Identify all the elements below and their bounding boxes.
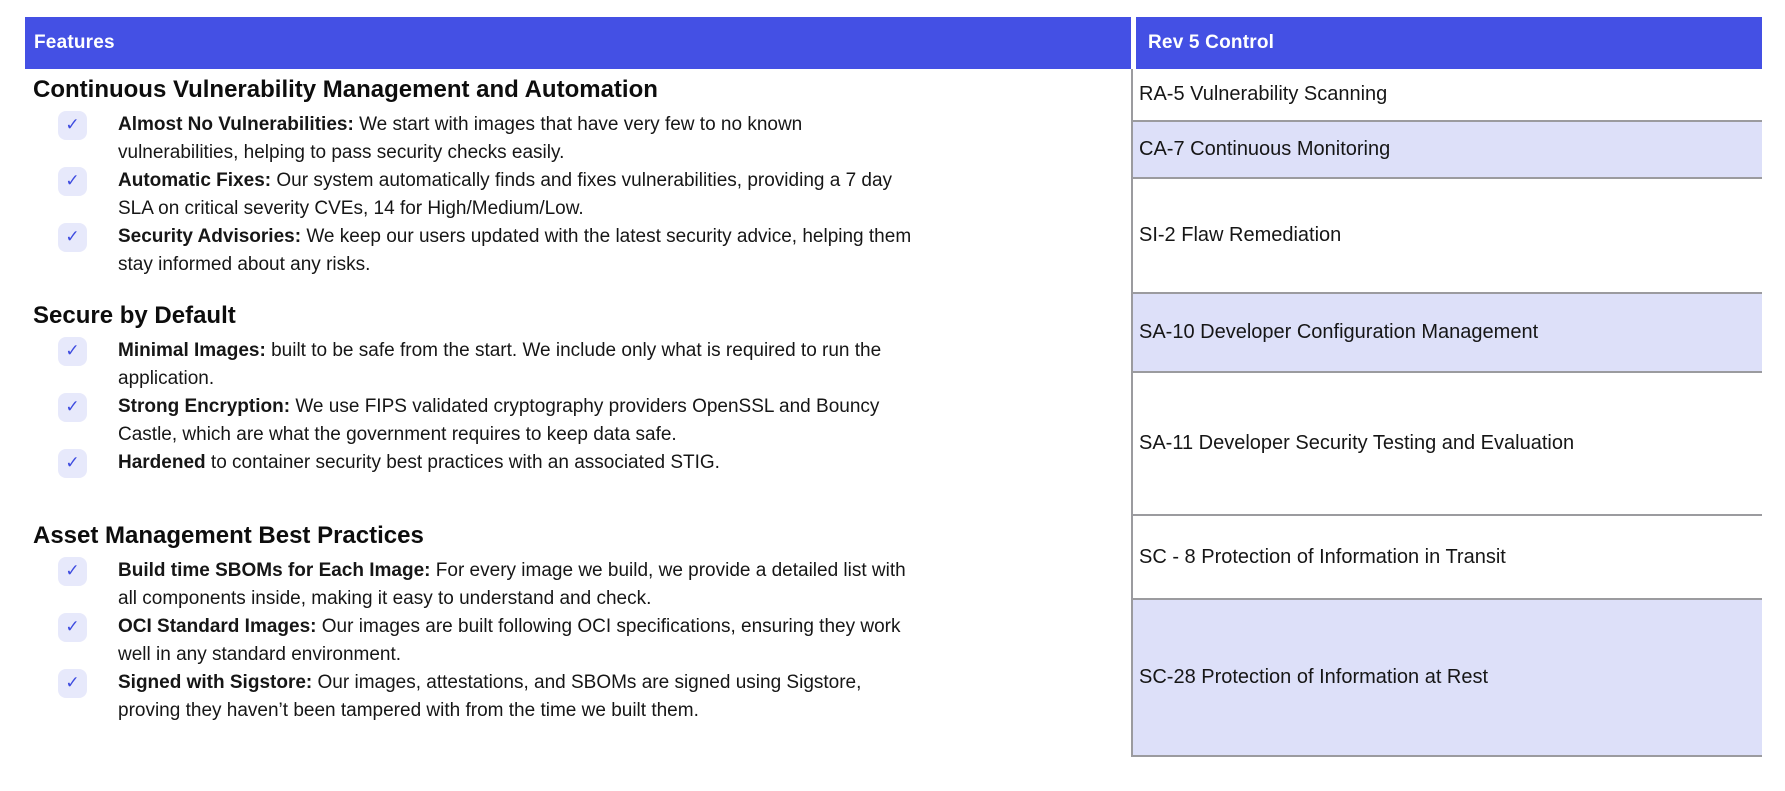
check-icon: ✓ — [65, 617, 80, 636]
feature-bullet-line: vulnerabilities, helping to pass security checks easily. — [118, 142, 565, 163]
feature-bullet — [33, 393, 1018, 449]
control-row-label: SC-28 Protection of Information at Rest — [1139, 666, 1489, 688]
check-icon: ✓ — [65, 115, 80, 134]
feature-bullet-text — [118, 669, 861, 725]
feature-checkbox[interactable] — [58, 167, 87, 196]
check-icon: ✓ — [65, 341, 80, 360]
check-icon: ✓ — [65, 453, 80, 472]
control-row-label: SA-10 Developer Configuration Management — [1139, 321, 1539, 343]
feature-bullet — [33, 167, 1018, 223]
control-row — [1133, 69, 1762, 122]
feature-bullet-line: For every image we build, we provide a detailed list with — [435, 560, 906, 581]
feature-bullet-text — [118, 557, 906, 613]
feature-bullet — [33, 449, 1018, 478]
feature-bullet — [33, 337, 1018, 393]
feature-section — [33, 521, 1018, 725]
feature-bullet-title: Build time SBOMs for Each Image: — [118, 560, 431, 581]
feature-section-heading: Continuous Vulnerability Management and Automation — [33, 76, 658, 103]
feature-bullet-line: well in any standard environment. — [118, 644, 402, 665]
feature-bullet-title: Minimal Images: — [118, 340, 266, 361]
feature-bullet-line: application. — [118, 368, 215, 389]
feature-bullet-text — [118, 449, 720, 477]
control-row — [1133, 122, 1762, 179]
feature-bullet — [33, 613, 1018, 669]
table-header-row — [25, 17, 1762, 69]
feature-bullet-title: Signed with Sigstore: — [118, 672, 313, 693]
feature-bullet-title: Security Advisories: — [118, 226, 302, 247]
feature-checkbox[interactable] — [58, 669, 87, 698]
feature-bullet-line: all components inside, making it easy to understand and check. — [118, 588, 652, 609]
feature-bullet-line: built to be safe from the start. We include only what is required to run the — [271, 340, 882, 361]
control-row-label: SC - 8 Protection of Information in Transit — [1139, 545, 1506, 568]
feature-bullet-text — [118, 613, 900, 669]
feature-bullet-line: Our system automatically finds and fixes vulnerabilities, providing a 7 day — [276, 170, 893, 191]
check-icon: ✓ — [65, 673, 80, 692]
feature-bullet-text — [118, 337, 881, 393]
feature-bullet — [33, 669, 1018, 725]
feature-bullet-text — [118, 111, 802, 167]
control-row — [1133, 516, 1762, 600]
feature-checkbox[interactable] — [58, 557, 87, 586]
rev5-control-column-header: Rev 5 Control — [1136, 17, 1762, 69]
control-row-label: SA-11 Developer Security Testing and Evaluation — [1139, 432, 1575, 454]
control-row-label: SI-2 Flaw Remediation — [1139, 224, 1342, 246]
check-icon: ✓ — [65, 227, 80, 246]
feature-bullet-text — [118, 393, 879, 449]
feature-bullet-text — [118, 223, 911, 279]
feature-bullet-title: Strong Encryption: — [118, 396, 291, 417]
feature-section — [33, 301, 1018, 478]
table-body — [25, 69, 1762, 757]
check-icon: ✓ — [65, 561, 80, 580]
control-row — [1133, 600, 1762, 757]
check-icon: ✓ — [65, 397, 80, 416]
feature-bullet-line: We keep our users updated with the latest security advice, helping them — [306, 226, 912, 247]
control-row-label: RA-5 Vulnerability Scanning — [1139, 83, 1388, 105]
feature-checkbox[interactable] — [58, 223, 87, 252]
feature-checkbox[interactable] — [58, 449, 87, 478]
features-controls-table — [25, 17, 1762, 757]
feature-bullet-title: Hardened — [118, 452, 206, 473]
feature-checkbox[interactable] — [58, 613, 87, 642]
features-column — [25, 69, 1131, 757]
feature-bullet-line: Our images are built following OCI specifications, ensuring they work — [321, 616, 901, 637]
feature-checkbox[interactable] — [58, 111, 87, 140]
features-column-header: Features — [25, 17, 1131, 69]
control-row — [1133, 294, 1762, 373]
feature-bullet-line: stay informed about any risks. — [118, 254, 371, 275]
feature-bullet-line: proving they haven’t been tampered with from the time we built them. — [118, 700, 699, 721]
feature-bullet-line: We use FIPS validated cryptography providers OpenSSL and Bouncy — [295, 396, 880, 417]
feature-bullet-title: Automatic Fixes: — [118, 170, 272, 191]
feature-bullet-line: Our images, attestations, and SBOMs are signed using Sigstore, — [317, 672, 862, 693]
check-icon: ✓ — [65, 171, 80, 190]
control-row — [1133, 179, 1762, 294]
feature-section-heading: Secure by Default — [33, 302, 236, 329]
feature-bullet-line: We start with images that have very few to no known — [359, 114, 803, 135]
feature-bullet-line: to container security best practices with an associated STIG. — [210, 452, 720, 473]
feature-bullet-title: OCI Standard Images: — [118, 616, 317, 637]
feature-bullet-text — [118, 167, 892, 223]
control-row-label: CA-7 Continuous Monitoring — [1139, 138, 1391, 160]
feature-bullet-line: SLA on critical severity CVEs, 14 for High/Medium/Low. — [118, 198, 584, 219]
rev5-controls-column — [1131, 69, 1762, 757]
feature-bullet — [33, 557, 1018, 613]
feature-bullet-line: Castle, which are what the government requires to keep data safe. — [118, 424, 677, 445]
control-row — [1133, 373, 1762, 516]
feature-checkbox[interactable] — [58, 393, 87, 422]
feature-section-heading: Asset Management Best Practices — [33, 522, 424, 549]
feature-checkbox[interactable] — [58, 337, 87, 366]
feature-bullet-title: Almost No Vulnerabilities: — [118, 114, 354, 135]
feature-bullet — [33, 223, 1018, 279]
feature-bullet — [33, 111, 1018, 167]
feature-section — [33, 75, 1018, 279]
